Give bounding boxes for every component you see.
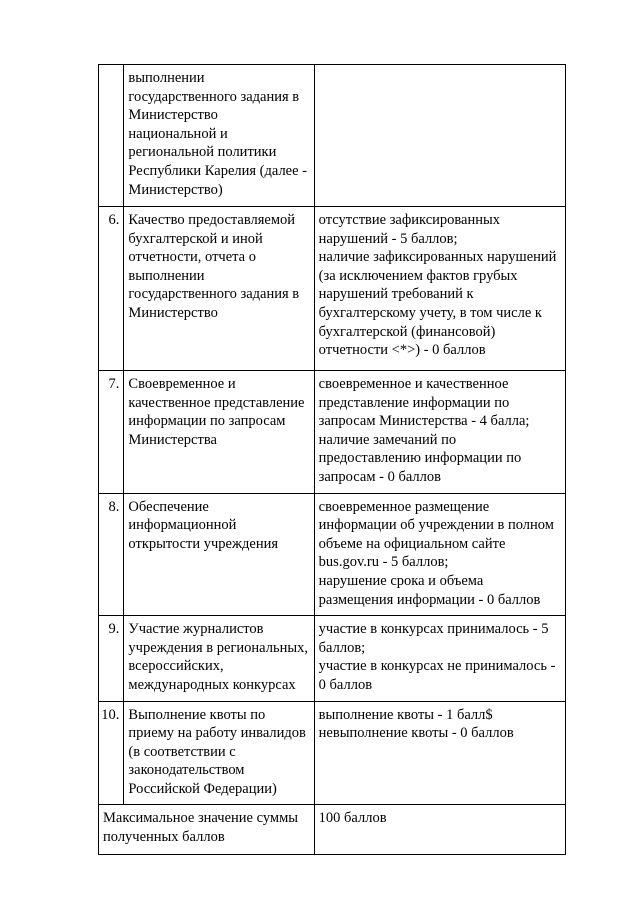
criterion-score bbox=[314, 493, 565, 616]
text-line: информации по запросам bbox=[128, 413, 286, 430]
text-line: Министерства bbox=[128, 431, 217, 448]
text-line: (в соответствии с bbox=[128, 743, 236, 760]
table-row bbox=[99, 701, 566, 805]
text-line: нарушений - 5 баллов; bbox=[318, 230, 458, 247]
text-line: Российской Федерации) bbox=[128, 780, 277, 797]
text-line: отсутствие зафиксированных bbox=[318, 212, 500, 228]
text-line: бухгалтерской и иной bbox=[128, 230, 263, 247]
text-line: предоставлению информации по bbox=[318, 450, 522, 467]
row-number: 10. bbox=[99, 701, 124, 805]
criterion-name bbox=[124, 616, 314, 701]
criteria-table-body bbox=[99, 65, 566, 855]
text-line: представление информации по bbox=[318, 394, 510, 411]
criterion-score bbox=[314, 701, 565, 805]
text-line: качественное представление bbox=[128, 394, 305, 411]
text-line: невыполнение квоты - 0 баллов bbox=[318, 725, 514, 742]
text-line: государственного задания в bbox=[128, 88, 300, 105]
text-line: 0 баллов bbox=[318, 676, 373, 693]
criteria-table bbox=[98, 64, 566, 855]
text-line: отчетности, отчета о bbox=[128, 249, 256, 266]
total-row bbox=[99, 805, 566, 855]
criterion-name bbox=[124, 371, 314, 494]
text-line: отчетности <*>) - 0 баллов bbox=[318, 342, 486, 359]
text-line: выполнении bbox=[128, 70, 205, 86]
row-number: 6. bbox=[99, 207, 124, 371]
text-line: (за исключением фактов грубых bbox=[318, 267, 518, 284]
text-line: Министерство bbox=[128, 107, 218, 124]
text-line: размещения информации - 0 баллов bbox=[318, 591, 541, 608]
text-line: региональной политики bbox=[128, 144, 277, 161]
criterion-score bbox=[314, 207, 565, 371]
row-number: 7. bbox=[99, 371, 124, 494]
text-line: международных конкурсах bbox=[128, 676, 296, 693]
criterion-name bbox=[124, 207, 314, 371]
total-value: 100 баллов bbox=[314, 805, 565, 855]
text-line: наличие зафиксированных нарушений bbox=[318, 249, 557, 266]
total-label bbox=[99, 805, 315, 855]
text-line: выполнение квоты - 1 балл$ bbox=[318, 706, 493, 723]
criterion-score bbox=[314, 65, 565, 207]
text-line: наличие замечаний по bbox=[318, 431, 457, 448]
text-line: нарушений требований к bbox=[318, 286, 474, 303]
text-line: нарушение срока и объема bbox=[318, 572, 484, 589]
criterion-name bbox=[124, 65, 314, 207]
row-number: 9. bbox=[99, 616, 124, 701]
row-number bbox=[99, 65, 124, 207]
table-row bbox=[99, 616, 566, 701]
text-line: запросам - 0 баллов bbox=[318, 468, 441, 485]
text-line: Министерство) bbox=[128, 181, 223, 198]
table-row bbox=[99, 65, 566, 207]
text-line: Максимальное значение суммы bbox=[103, 810, 298, 827]
criterion-name bbox=[124, 493, 314, 616]
text-line: открытости учреждения bbox=[128, 535, 279, 552]
criterion-name bbox=[124, 701, 314, 805]
text-line: бухгалтерскому учету, в том числе к bbox=[318, 304, 542, 321]
criterion-score bbox=[314, 371, 565, 494]
text-line: своевременное размещение bbox=[318, 498, 490, 515]
text-line: информации об учреждении в полном bbox=[318, 517, 554, 534]
text-line: Качество предоставляемой bbox=[128, 212, 296, 228]
text-line: Министерство bbox=[128, 304, 218, 321]
text-line: баллов; bbox=[318, 639, 366, 656]
text-line: участие в конкурсах не принималось - bbox=[318, 658, 556, 675]
text-line: полученных баллов bbox=[103, 829, 225, 846]
table-row bbox=[99, 371, 566, 494]
text-line: информационной bbox=[128, 517, 237, 534]
text-line: выполнении bbox=[128, 267, 205, 284]
text-line: Обеспечение bbox=[128, 498, 209, 515]
row-number: 8. bbox=[99, 493, 124, 616]
text-line: приему на работу инвалидов bbox=[128, 725, 306, 742]
text-line: Республики Карелия (далее - bbox=[128, 162, 308, 179]
text-line: национальной и bbox=[128, 125, 228, 142]
text-line: учреждения в региональных, bbox=[128, 639, 308, 656]
text-line: Участие журналистов bbox=[128, 621, 264, 638]
text-line: законодательством bbox=[128, 762, 245, 779]
text-line: Выполнение квоты по bbox=[128, 706, 266, 723]
table-row bbox=[99, 207, 566, 371]
text-line: государственного задания в bbox=[128, 286, 300, 303]
text-line: Своевременное и bbox=[128, 376, 236, 392]
text-line: участие в конкурсах принималось - 5 bbox=[318, 621, 549, 638]
text-line: bus.gov.ru - 5 баллов; bbox=[318, 554, 449, 571]
text-line: запросам Министерства - 4 балла; bbox=[318, 413, 530, 430]
text-line: бухгалтерской (финансовой) bbox=[318, 323, 496, 340]
text-line: своевременное и качественное bbox=[318, 376, 509, 392]
criterion-score bbox=[314, 616, 565, 701]
text-line: всероссийских, bbox=[128, 658, 224, 675]
table-row bbox=[99, 493, 566, 616]
text-line: объеме на официальном сайте bbox=[318, 535, 506, 552]
